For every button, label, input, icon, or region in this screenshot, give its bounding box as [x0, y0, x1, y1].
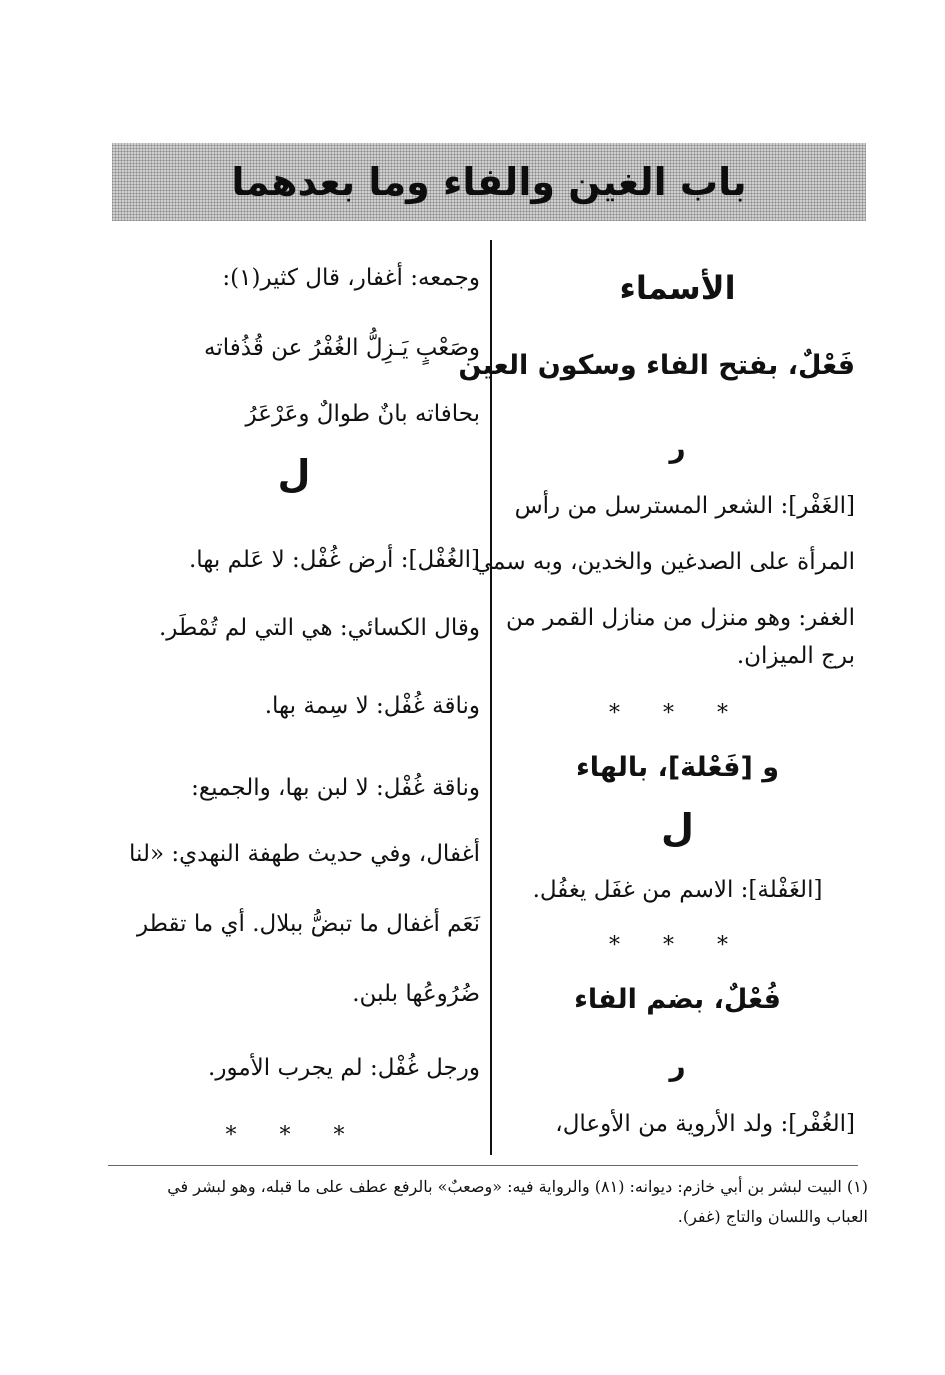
text-line: أغفال، وفي حديث طهفة النهدي: «لنا	[129, 841, 480, 867]
entry-ghafr-line-4: برج الميزان.	[736, 643, 855, 669]
text-line: وناقة غُفْل: لا لبن بها، والجميع:	[191, 775, 480, 801]
footnote-line-2: العباب واللسان والتاج (غفر).	[677, 1207, 868, 1226]
root-letter-l: ل	[661, 806, 694, 850]
form-heading-faala: و [فَعْلة]، بالهاء	[575, 752, 779, 783]
root-letter-r: ر	[669, 431, 686, 464]
text-line: وجمعه: أغفار، قال كثير(١):	[222, 265, 480, 291]
entry-ghafr-line-2: المرأة على الصدغين والخدين، وبه سمي	[473, 549, 855, 575]
verse-line-1: وصَعْبٍ يَـزِلُّ الغُفْرُ عن قُذُفاته	[204, 335, 480, 361]
text-line: وقال الكسائي: هي التي لم تُمْطَر.	[158, 615, 480, 641]
entry-ghafr-line-1: [الغَفْر]: الشعر المسترسل من رأس	[514, 493, 855, 519]
footnote	[108, 1172, 868, 1232]
text-line: وناقة غُفْل: لا سِمة بها.	[264, 693, 480, 719]
text-line: نَعَم أغفال ما تبضُّ ببلال. أي ما تقطر	[136, 911, 480, 937]
text-line: [الغُفْل]: أرض غُفْل: لا عَلم بها.	[188, 547, 480, 573]
chapter-title: باب الغين والفاء وما بعدهما	[231, 160, 747, 204]
entry-ghufr: [الغُفْر]: ولد الأروية من الأوعال،	[555, 1111, 855, 1137]
footnote-line-1: (١) البيت لبشر بن أبي خازم: ديوانه: (٨١) والرواية فيه: «وصعبٌ» بالرفع عطف على ما قبله، وهو لبشر في	[167, 1177, 868, 1196]
root-letter-r: ر	[669, 1049, 686, 1082]
separator-stars: * * *	[609, 701, 746, 726]
root-letter-l: ل	[277, 452, 311, 496]
separator-stars: * * *	[609, 933, 746, 958]
section-heading-names: الأسماء	[619, 269, 736, 307]
form-heading-faal: فَعْلٌ، بفتح الفاء وسكون العين	[458, 350, 855, 381]
chapter-banner	[112, 143, 866, 221]
form-heading-fuul: فُعْلٌ، بضم الفاء	[574, 984, 781, 1015]
entry-ghafr-line-3: الغفر: وهو منزل من منازل القمر من	[506, 605, 855, 631]
text-line: ضُرُوعُها بلبن.	[352, 981, 480, 1007]
text-line: ورجل غُفْل: لم يجرب الأمور.	[208, 1055, 480, 1081]
separator-stars: * * *	[225, 1123, 363, 1148]
verse-line-2: بحافاته بانٌ طوالٌ وعَرْعَرُ	[245, 401, 480, 427]
entry-ghafla: [الغَفْلة]: الاسم من غفَل يغفُل.	[532, 877, 823, 903]
footnote-rule	[108, 1165, 858, 1166]
